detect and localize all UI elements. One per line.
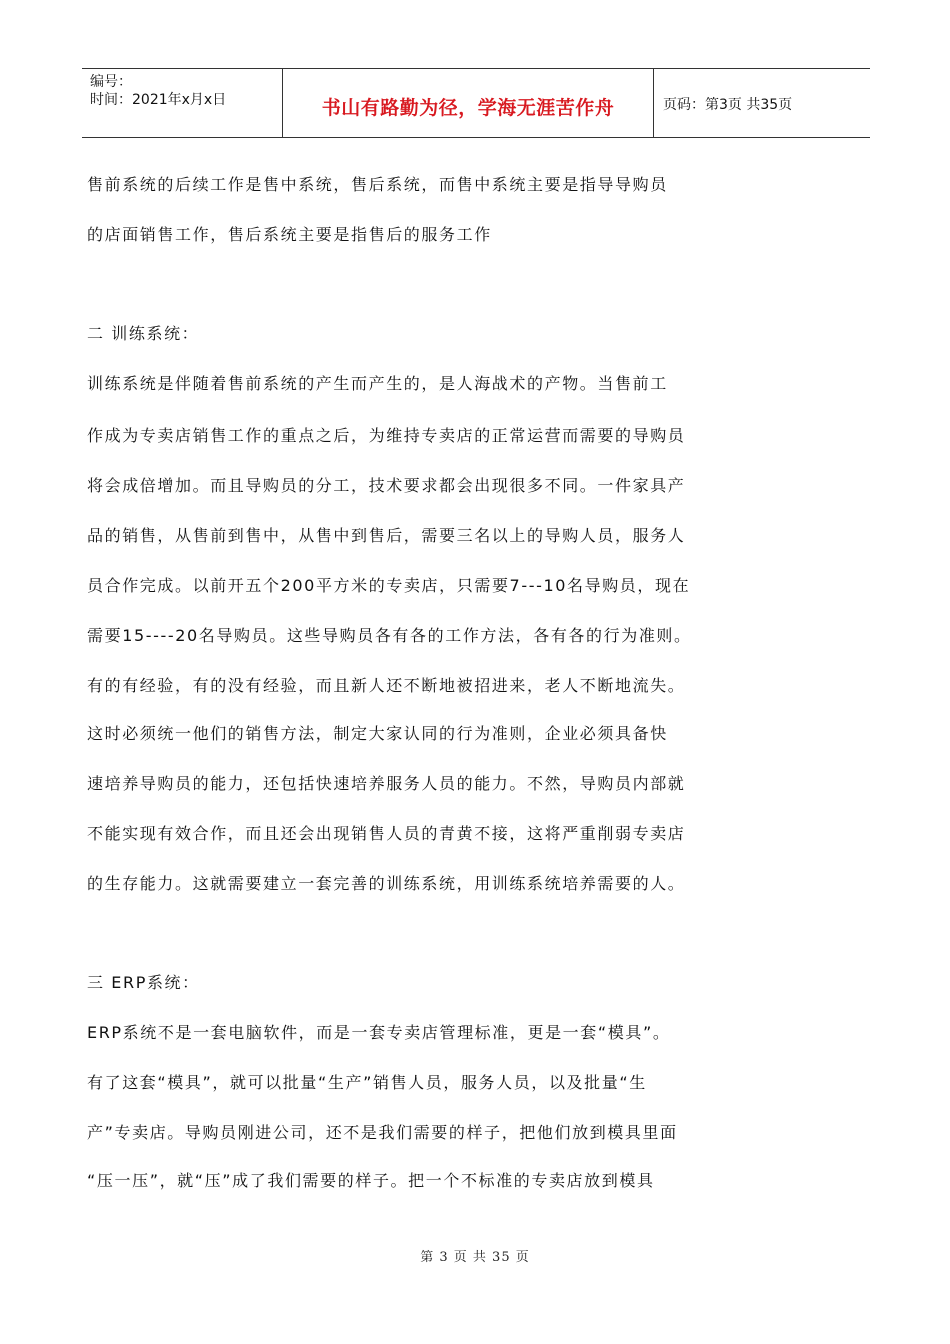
body-line: 这时必须统一他们的销售方法，制定大家认同的行为准则，企业必须具备快	[87, 724, 668, 743]
body-line: 训练系统是伴随着售前系统的产生而产生的，是人海战术的产物。当售前工	[87, 374, 668, 393]
body-line: 速培养导购员的能力，还包括快速培养服务人员的能力。不然，导购员内部就	[87, 774, 686, 793]
document-number-label: 编号：	[90, 74, 132, 90]
body-line: 的店面销售工作，售后系统主要是指售后的服务工作	[87, 225, 492, 244]
header-page-code: 页码：第3页 共35页	[663, 97, 793, 113]
header-motto-cell	[282, 69, 654, 137]
body-line: 不能实现有效合作，而且还会出现销售人员的青黄不接，这将严重削弱专卖店	[87, 824, 686, 843]
page-footer: 第 3 页 共 35 页	[420, 1250, 530, 1265]
document-header	[82, 68, 870, 138]
body-line: 将会成倍增加。而且导购员的分工，技术要求都会出现很多不同。一件家具产	[87, 476, 686, 495]
body-line: 售前系统的后续工作是售中系统，售后系统，而售中系统主要是指导导购员	[87, 175, 668, 194]
header-motto: 书山有路勤为径，学海无涯苦作舟	[321, 97, 615, 119]
document-date-label: 时间：2021年x月x日	[90, 92, 227, 108]
body-line: 有了这套“模具”，就可以批量“生产”销售人员，服务人员，以及批量“生	[87, 1073, 647, 1092]
body-line: 需要15----20名导购员。这些导购员各有各的工作方法，各有各的行为准则。	[87, 626, 692, 645]
section-heading-training: 二 训练系统：	[87, 324, 200, 343]
header-page-cell	[653, 69, 870, 137]
section-heading-erp: 三 ERP系统：	[87, 973, 200, 992]
body-line: 有的有经验，有的没有经验，而且新人还不断地被招进来，老人不断地流失。	[87, 676, 686, 695]
body-line: 作成为专卖店销售工作的重点之后，为维持专卖店的正常运营而需要的导购员	[87, 426, 686, 445]
body-line: “压一压”，就“压”成了我们需要的样子。把一个不标准的专卖店放到模具	[87, 1171, 655, 1190]
header-meta-cell	[82, 69, 282, 137]
body-line: ERP系统不是一套电脑软件，而是一套专卖店管理标准，更是一套“模具”。	[87, 1023, 671, 1042]
body-line: 的生存能力。这就需要建立一套完善的训练系统，用训练系统培养需要的人。	[87, 874, 686, 893]
body-line: 品的销售，从售前到售中，从售中到售后，需要三名以上的导购人员，服务人	[87, 526, 686, 545]
body-line: 员合作完成。以前开五个200平方米的专卖店，只需要7---10名导购员，现在	[87, 576, 691, 595]
body-line: 产”专卖店。导购员刚进公司，还不是我们需要的样子，把他们放到模具里面	[87, 1123, 678, 1142]
